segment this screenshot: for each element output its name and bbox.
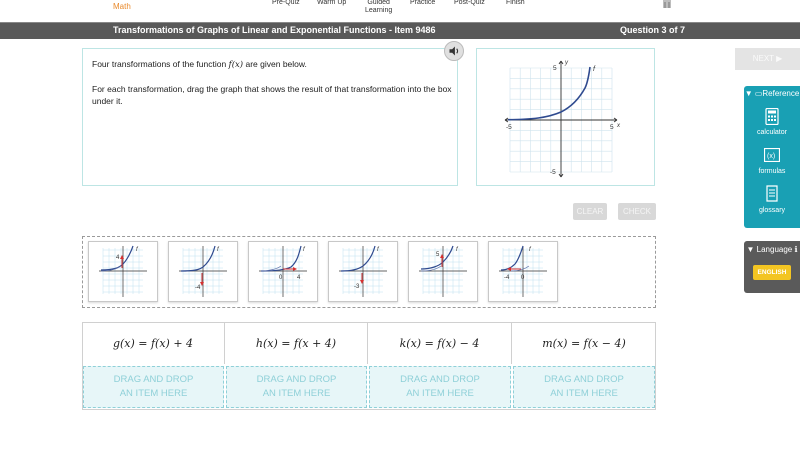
calculator-icon[interactable] bbox=[765, 108, 779, 125]
svg-text:f: f bbox=[593, 66, 595, 73]
drop-zone-h[interactable]: DRAG AND DROP AN ITEM HERE bbox=[226, 366, 367, 408]
draggable-graph-item[interactable] bbox=[488, 241, 558, 302]
person-icon bbox=[660, 0, 674, 10]
svg-text:5: 5 bbox=[553, 65, 557, 72]
language-panel-title[interactable]: ▼ Language ℹ bbox=[746, 245, 798, 254]
check-button[interactable]: CHECK bbox=[618, 203, 656, 220]
draggable-graph-item[interactable] bbox=[328, 241, 398, 302]
svg-text:f: f bbox=[136, 247, 138, 253]
item-label: -3 bbox=[354, 284, 360, 290]
item-label: -4 bbox=[195, 285, 201, 291]
page-title: Transformations of Graphs of Linear and Exponential Functions - Item 9486 bbox=[113, 25, 436, 35]
formulas-label[interactable]: formulas bbox=[758, 168, 786, 175]
calculator-label[interactable]: calculator bbox=[757, 129, 787, 136]
svg-text:0: 0 bbox=[521, 275, 525, 281]
title-bar bbox=[0, 22, 800, 39]
question-prompt bbox=[82, 48, 458, 186]
next-button[interactable]: NEXT ▶ bbox=[735, 48, 800, 70]
english-button[interactable]: ENGLISH bbox=[753, 265, 791, 280]
svg-text:x: x bbox=[617, 123, 620, 129]
glossary-icon[interactable] bbox=[765, 185, 779, 202]
nav-practice[interactable]: Practice bbox=[410, 0, 436, 6]
target-header-g: g(x) = f(x) + 4 bbox=[82, 323, 225, 364]
svg-text:-5: -5 bbox=[506, 124, 512, 131]
draggable-graph-item[interactable] bbox=[248, 241, 318, 302]
top-navigation bbox=[0, 0, 800, 22]
item-label: 5 bbox=[436, 252, 440, 258]
reference-panel-title[interactable]: ▼ ▭Reference bbox=[744, 89, 800, 98]
target-header-k: k(x) = f(x) − 4 bbox=[368, 323, 512, 364]
glossary-label[interactable]: glossary bbox=[758, 207, 786, 214]
function-name: f(x) bbox=[228, 60, 244, 70]
prompt-line-2: For each transformation, drag the graph that shows the result of that transformation into the box under it. bbox=[92, 84, 452, 106]
svg-text:-5: -5 bbox=[550, 169, 556, 176]
item-label: -4 bbox=[504, 275, 510, 281]
nav-pre-quiz[interactable]: Pre-Quiz bbox=[272, 0, 300, 6]
speaker-icon bbox=[445, 42, 463, 60]
draggable-graph-item[interactable] bbox=[168, 241, 238, 302]
clear-button[interactable]: CLEAR bbox=[573, 203, 607, 220]
function-graph-panel bbox=[476, 48, 655, 186]
svg-text:0: 0 bbox=[279, 275, 283, 281]
draggable-graph-item[interactable] bbox=[88, 241, 158, 302]
question-counter: Question 3 of 7 bbox=[620, 25, 686, 35]
item-label: 4 bbox=[297, 275, 301, 281]
drop-zone-k[interactable]: DRAG AND DROP AN ITEM HERE bbox=[369, 366, 511, 408]
language-panel bbox=[744, 241, 800, 293]
drop-zone-m[interactable]: DRAG AND DROP AN ITEM HERE bbox=[513, 366, 655, 408]
nav-post-quiz[interactable]: Post-Quiz bbox=[454, 0, 485, 6]
audio-button[interactable] bbox=[444, 41, 464, 61]
svg-text:5: 5 bbox=[610, 124, 614, 131]
subject-label: Math bbox=[113, 2, 131, 11]
svg-text:f: f bbox=[377, 247, 379, 253]
nav-finish[interactable]: Finish bbox=[506, 0, 525, 6]
reference-panel bbox=[744, 86, 800, 228]
drop-zone-g[interactable]: DRAG AND DROP AN ITEM HERE bbox=[83, 366, 224, 408]
svg-text:(x): (x) bbox=[767, 153, 776, 160]
svg-text:f: f bbox=[456, 247, 458, 253]
prompt-line-1: Four transformations of the function f(x) are given below. bbox=[92, 59, 307, 70]
function-graph bbox=[477, 49, 656, 187]
svg-text:f: f bbox=[303, 247, 305, 253]
nav-guided-learning[interactable]: Guided Learning bbox=[365, 0, 393, 14]
svg-text:f: f bbox=[529, 247, 531, 253]
svg-text:f: f bbox=[217, 247, 219, 253]
nav-warm-up[interactable]: Warm Up bbox=[317, 0, 347, 6]
target-header-h: h(x) = f(x + 4) bbox=[225, 323, 368, 364]
item-label: 4 bbox=[116, 255, 120, 261]
formulas-icon[interactable] bbox=[764, 148, 780, 162]
target-header-m: m(x) = f(x − 4) bbox=[542, 337, 626, 350]
draggable-graph-item[interactable] bbox=[408, 241, 478, 302]
svg-text:y: y bbox=[565, 60, 568, 66]
